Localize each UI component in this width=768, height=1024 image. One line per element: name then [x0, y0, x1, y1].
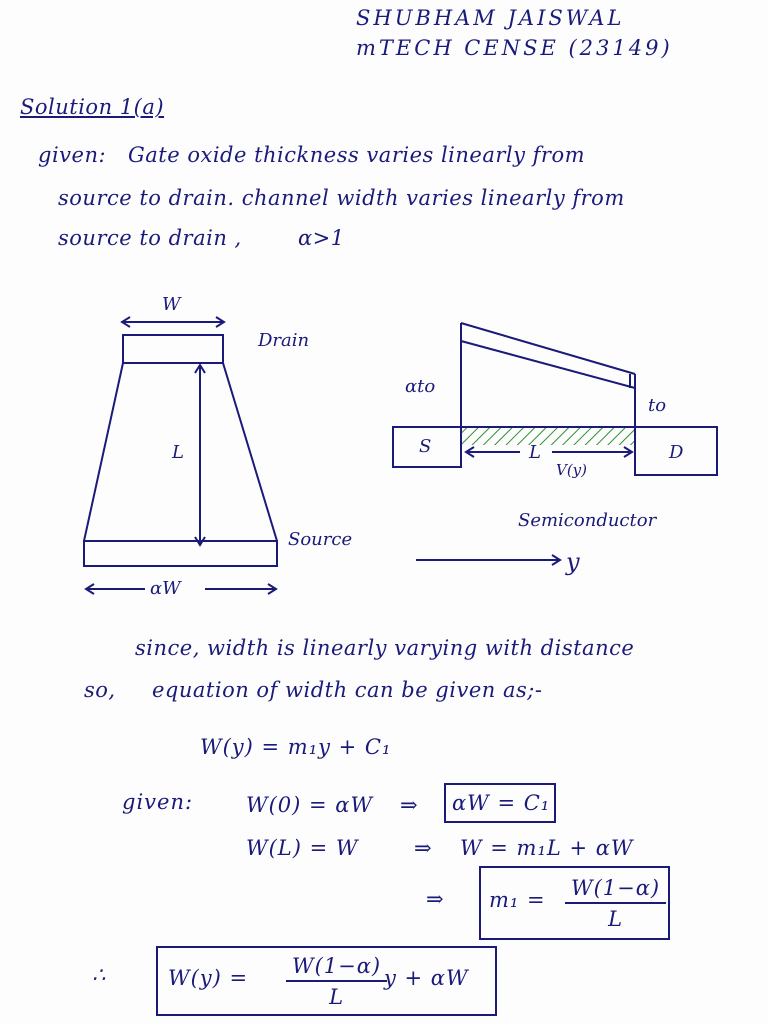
- to-label: to: [648, 395, 667, 416]
- boxed-result-2-lhs: m₁ =: [489, 888, 546, 912]
- therefore-symbol: ∴: [92, 963, 107, 987]
- boxed-result-2-fraction: [565, 876, 666, 931]
- width-equation: W(y) = m₁y + C₁: [200, 735, 392, 759]
- alpha-to-label: αto: [405, 376, 436, 397]
- drain-region-label: D: [669, 442, 684, 463]
- boxed-result-2-denominator: L: [608, 907, 624, 931]
- since-text: since, width is linearly varying with distance: [135, 636, 635, 660]
- potential-label: V(y): [556, 461, 588, 479]
- author-name: SHUBHAM JAISWAL: [356, 6, 625, 30]
- implies-arrow-3: ⇒: [426, 887, 445, 911]
- length-label: L: [172, 442, 184, 463]
- implies-arrow-2: ⇒: [414, 836, 433, 860]
- given-line3: source to drain ,: [58, 226, 242, 250]
- final-equation-box: [156, 946, 497, 1016]
- final-lhs: W(y) =: [168, 966, 249, 990]
- given-label: given:: [38, 143, 107, 167]
- given-condition: α>1: [298, 226, 345, 250]
- y-axis-label: y: [566, 548, 580, 576]
- channel-length-label: L: [529, 442, 541, 463]
- solution-title: Solution 1(a): [20, 95, 165, 119]
- drain-contact: [123, 335, 223, 363]
- bottom-width-label: αW: [150, 578, 181, 599]
- source-contact: [84, 541, 277, 566]
- given-line2: source to drain. channel width varies linearly from: [58, 186, 625, 210]
- condition-2: W(L) = W: [246, 836, 359, 860]
- boxed-result-1: [444, 783, 556, 823]
- final-fraction: [286, 954, 387, 1009]
- condition-1: W(0) = αW: [246, 793, 374, 817]
- course-info: mTECH CENSE (23149): [356, 36, 673, 60]
- boxed-result-2-numerator: W(1−α): [565, 876, 666, 904]
- source-region-label: S: [419, 436, 432, 457]
- source-label: Source: [288, 529, 353, 550]
- implies-arrow-1: ⇒: [400, 793, 419, 817]
- final-rhs: y + αW: [384, 966, 469, 990]
- result-2: W = m₁L + αW: [460, 836, 634, 860]
- given-line1: Gate oxide thickness varies linearly from: [128, 143, 586, 167]
- final-numerator: W(1−α): [286, 954, 387, 982]
- so-label: so,: [84, 678, 116, 702]
- boxed-result-1-text: αW = C₁: [452, 791, 551, 815]
- top-width-label: W: [162, 294, 181, 315]
- boxed-result-2: [479, 866, 670, 940]
- given-label-2: given:: [122, 790, 194, 814]
- so-text: equation of width can be given as;-: [152, 678, 543, 702]
- channel-hatch: [461, 427, 635, 445]
- semiconductor-label: Semiconductor: [518, 510, 657, 531]
- drain-label: Drain: [258, 330, 310, 351]
- final-denominator: L: [329, 985, 345, 1009]
